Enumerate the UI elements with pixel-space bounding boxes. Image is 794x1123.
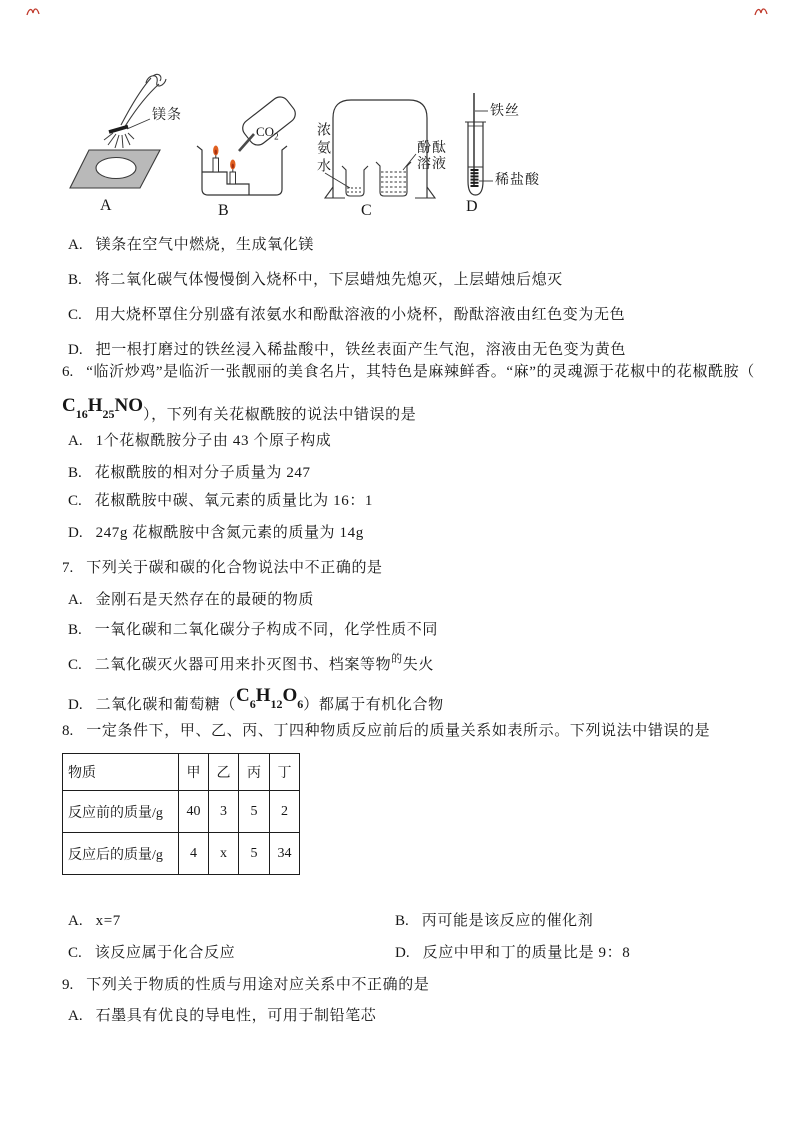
board-hole: [96, 158, 136, 179]
test-tube: [468, 122, 483, 195]
mg-label-pointer: [127, 119, 150, 129]
candle-tall: [213, 146, 219, 173]
candle-short: [230, 160, 236, 185]
q8-mass-table: [62, 753, 300, 875]
q8-option-b: B. 丙可能是该反应的催化剂: [395, 913, 594, 929]
q7-option-d: D. 二氧化碳和葡萄糖$(C_6H_{12}O_6)$都属于有机化合物: [68, 685, 444, 713]
co2-label: $CO_2$: [256, 124, 279, 142]
red-mark-left: [25, 5, 41, 18]
table-header-cell: 丁: [270, 754, 300, 791]
diagram-b-co2-candles: [193, 88, 308, 210]
table-header-cell: 物质: [63, 754, 179, 791]
phenolphthalein-label: 酚酞溶液: [417, 141, 447, 172]
table-cell: 40: [179, 791, 209, 833]
q7-option-a: A. 金刚石是天然存在的最硬的物质: [68, 592, 314, 608]
table-cell: 2: [270, 791, 300, 833]
jar-foot-right: [415, 187, 435, 198]
ammonia-liquid: [347, 188, 363, 192]
table-header-cell: 甲: [179, 754, 209, 791]
beaker: [197, 146, 287, 195]
jar-foot-left: [325, 187, 345, 198]
candle-steps: [202, 172, 249, 195]
q8-option-a: A. x=7: [68, 913, 121, 929]
table-cell: 反应后的质量/g: [63, 833, 179, 875]
table-cell: 3: [209, 791, 239, 833]
q8-option-c: C. 该反应属于化合反应: [68, 945, 236, 961]
phenolphthalein-liquid: [381, 172, 406, 192]
q6-stem: 6. “临沂炒鸡”是临沂一张靓丽的美食名片，其特色是麻辣鲜香。“麻”的灵魂源于花椒中的花椒酰胺（: [62, 364, 755, 380]
phenolphthalein-label-pointer: [403, 154, 416, 170]
table-cell: 反应前的质量/g: [63, 791, 179, 833]
q8-stem: 8. 一定条件下，甲、乙、丙、丁四种物质反应前后的质量关系如表所示。下列说法中错误的是: [62, 723, 711, 739]
magnesium-strip: [109, 127, 128, 133]
figure-caption-c: C: [361, 202, 372, 219]
q9-option-a: A. 石墨具有优良的导电性，可用于制铅笔芯: [68, 1008, 377, 1024]
table-header-row: [63, 754, 300, 791]
q6-option-d: D. 247g 花椒酰胺中含氮元素的质量为 14g: [68, 525, 364, 541]
q9-stem: 9. 下列关于物质的性质与用途对应关系中不正确的是: [62, 977, 430, 993]
q6-option-c: C. 花椒酰胺中碳、氧元素的质量比为 16：1: [68, 493, 374, 509]
glucose-formula: $C_6H_{12}O_6$: [236, 685, 304, 711]
q5-option-b: B. 将二氧化碳气体慢慢倒入烧杯中，下层蜡烛先熄灭，上层蜡烛后熄灭: [68, 272, 563, 288]
table-header-cell: 丙: [239, 754, 270, 791]
diagram-a-magnesium: [63, 73, 198, 208]
q7-option-c: C. 二氧化碳灭火器可用来扑灭图书、档案等物$^的$失火: [68, 653, 434, 673]
iron-wire-label: 铁丝: [490, 104, 520, 119]
q5-option-d: D. 把一根打磨过的铁丝浸入稀盐酸中，铁丝表面产生气泡，溶液由无色变为黄色: [68, 342, 626, 358]
table-cell: 5: [239, 791, 270, 833]
table-cell: 34: [270, 833, 300, 875]
q6-stem-formula-line: $C_{16}H_{25}NO$），下列有关花椒酰胺的说法中错误的是: [62, 395, 417, 423]
figure-caption-a: A: [100, 197, 112, 214]
table-header-cell: 乙: [209, 754, 239, 791]
q8-option-d: D. 反应中甲和丁的质量比是 9：8: [395, 945, 631, 961]
table-cell: 5: [239, 833, 270, 875]
spark-rays: [104, 133, 134, 148]
q7-option-b: B. 一氧化碳和二氧化碳分子构成不同，化学性质不同: [68, 622, 438, 638]
ammonia-label: 浓氨水: [315, 122, 330, 176]
hcl-label: 稀盐酸: [495, 173, 540, 188]
table-row: [63, 791, 300, 833]
q6-option-b: B. 花椒酰胺的相对分子质量为 247: [68, 465, 311, 481]
q5-option-a: A. 镁条在空气中燃烧，生成氧化镁: [68, 237, 314, 253]
table-cell: 4: [179, 833, 209, 875]
zanthoxylamide-formula: $C_{16}H_{25}NO$: [62, 395, 144, 421]
red-mark-right: [753, 5, 769, 18]
figure-caption-b: B: [218, 202, 229, 219]
table-cell: x: [209, 833, 239, 875]
q5-option-c: C. 用大烧杯罩住分别盛有浓氨水和酚酞溶液的小烧杯，酚酞溶液由红色变为无色: [68, 307, 626, 323]
figure-caption-d: D: [466, 198, 478, 215]
q7-stem: 7. 下列关于碳和碳的化合物说法中不正确的是: [62, 560, 383, 576]
magnesium-strip-label: 镁条: [152, 108, 182, 123]
table-row: [63, 833, 300, 875]
q6-option-a: A. 1个花椒酰胺分子由 43 个原子构成: [68, 433, 332, 449]
